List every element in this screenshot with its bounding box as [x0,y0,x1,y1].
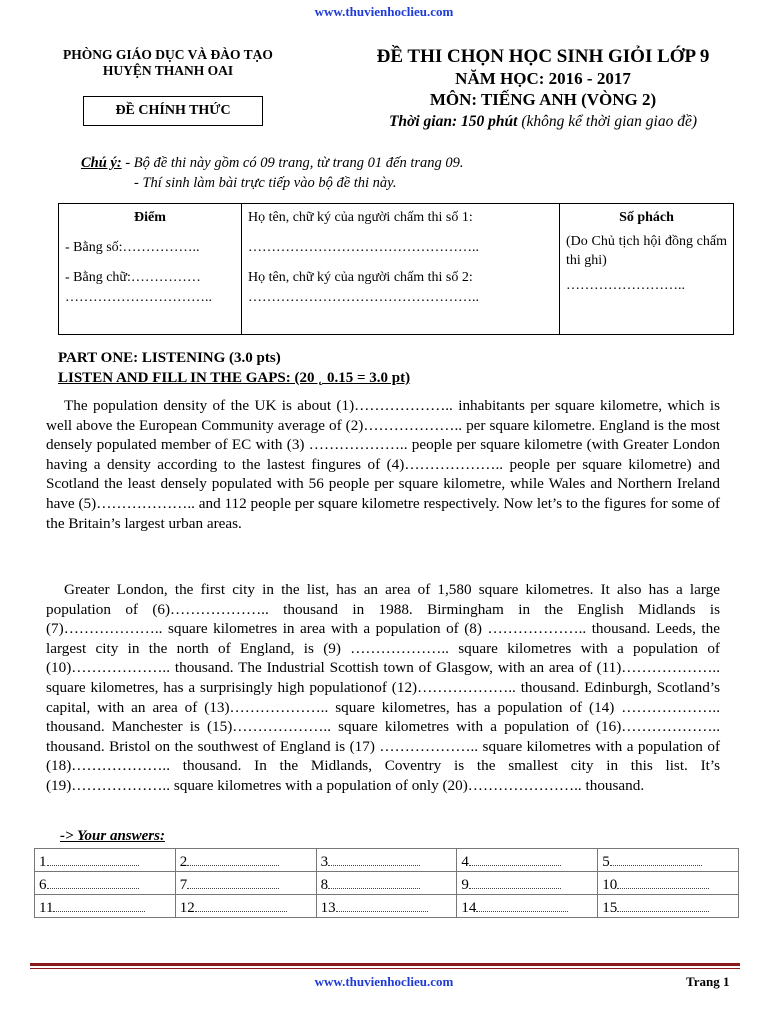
score-in-words: - Bằng chữ:…………… [65,270,201,285]
examiner-cell [242,204,560,335]
exam-note [81,153,464,193]
answer-number: 9 [461,877,469,893]
answer-number: 10 [602,877,618,893]
answer-number: 12 [179,900,195,916]
department-name: PHÒNG GIÁO DỤC VÀ ĐÀO TẠO [63,47,273,62]
answer-cell[interactable] [175,872,316,895]
answers-row [35,895,739,918]
answer-cell[interactable] [175,895,316,918]
answer-number: 6 [39,877,47,893]
answer-cell[interactable] [457,872,598,895]
official-exam-label: ĐỀ CHÍNH THỨC [115,103,231,118]
listening-paragraph-2: Greater London, the first city in the list, has an area of 1,580 square kilometres. It also has a large population of (6)……………….. thousand in 1988. Birmingham in the English Midlands is (7)……………….. square kilometres in area with a population of (8) ……………….. thousand. Leeds, the largest city in the north of England, is (9) ……………….. square kilometres with a population of (10)……………….. thousand. The Industrial Scottish town of Glasgow, with an area of (11)……………….. square kilometres, has a surprisingly high populationof (12)……………….. thousand. Edinburgh, Scotland’s capital, with an area of (13)……………….. square kilometres, has a population of (14) ……………….. thousand. Manchester is (15)……………….. square kilometres with a population of (16)……………….. thousand. Bristol on the southwest of England is (17) ……………….. square kilometres with a population of (18)……………….. thousand. In the Midlands, Coventry is the smallest city in this list. It’s (19)……………….. square kilometres with a population of only (20)………………….. thousand. [46,581,720,794]
website-footer-link[interactable] [0,974,768,990]
note-line-2: - Thí sinh làm bài trực tiếp vào bộ đề thi này. [134,175,397,191]
answer-number: 4 [461,854,469,870]
listening-paragraph-1: The population density of the UK is about (1)……………….. inhabitants per square kilometre, which is well above the European Community average of (2)……………….. per square kilometre. England is the most densely populated member of EC with (3) ……………….. people per square kilometre (with Greater London having a density according to the lastest fingures of (4)……………….. people per square kilometre) and Scotland the least densely populated with 56 people per square kilometre, while Wales and Northern Ireland have (5)……………….. and 112 people per square kilometre respectively. Now let’s to the figures for some of the Britain’s largest urban areas. [46,397,720,532]
answer-number: 7 [179,877,188,893]
answer-cell[interactable] [35,895,176,918]
footer-rule-thick [30,963,740,966]
answer-number: 15 [602,900,618,916]
score-in-words-dots: ………………………….. [65,290,212,305]
exam-title: ĐỀ THI CHỌN HỌC SINH GIỎI LỚP 9 [376,46,710,67]
answer-cell[interactable] [598,849,739,872]
examiner-2-dots: ………………………………………….. [248,290,479,305]
score-header: Điểm [134,210,166,225]
serial-number-dots: …………………….. [566,278,685,293]
note-label: Chú ý: [81,155,122,171]
answer-cell[interactable] [175,849,316,872]
answer-cell[interactable] [35,872,176,895]
examiner-2-label: Họ tên, chữ ký của người chấm thi số 2: [248,270,473,285]
score-cell [59,204,242,335]
answer-number: 11 [39,900,54,916]
department-block [18,47,318,79]
subject: MÔN: TIẾNG ANH (VÒNG 2) [429,90,657,109]
answer-cell[interactable] [316,872,457,895]
footer-rule-thin [30,968,740,969]
examiner-1-label: Họ tên, chữ ký của người chấm thi số 1: [248,210,473,225]
part-one-instruction: LISTEN AND FILL IN THE GAPS: (20 ˛ 0.15 = 3.0 pt) [58,370,411,386]
answers-row [35,872,739,895]
answers-label: -> Your answers: [60,828,165,844]
note-line-1: - Bộ đề thi này gồm có 09 trang, từ trang 01 đến trang 09. [125,155,464,171]
serial-number-header: Số phách [619,210,674,225]
answer-number: 8 [320,877,329,893]
serial-number-note: (Do Chủ tịch hội đồng chấm thi ghi) [566,234,727,268]
answer-cell[interactable] [598,872,739,895]
answer-cell[interactable] [598,895,739,918]
website-text: www.thuvienhoclieu.com [314,4,454,19]
answer-number: 13 [320,900,336,916]
answer-cell[interactable] [457,849,598,872]
answer-number: 14 [461,900,477,916]
answer-number: 3 [320,854,329,870]
serial-number-cell [560,204,734,335]
website-header-link[interactable] [0,4,768,20]
examiner-1-dots: ………………………………………….. [248,240,479,255]
part-one-title: PART ONE: LISTENING (3.0 pts) [58,350,281,366]
school-year: NĂM HỌC: 2016 - 2017 [455,69,631,88]
answers-row [35,849,739,872]
official-exam-box [83,96,263,126]
answer-number: 2 [179,854,188,870]
page-number: Trang 1 [686,974,730,989]
answer-number: 5 [602,854,610,870]
exam-time [320,112,766,132]
grading-table [58,203,734,335]
exam-duration: Thời gian: 150 phút [388,113,518,130]
exam-duration-note: (không kể thời gian giao đề) [521,113,698,130]
answer-cell[interactable] [316,849,457,872]
answers-table [34,848,739,918]
district-name: HUYỆN THANH OAI [102,63,234,78]
answer-number: 1 [39,854,47,870]
answer-cell[interactable] [316,895,457,918]
answer-cell[interactable] [35,849,176,872]
website-footer-text: www.thuvienhoclieu.com [314,974,454,989]
score-in-digits: - Bằng số:…………….. [65,240,200,255]
answer-cell[interactable] [457,895,598,918]
